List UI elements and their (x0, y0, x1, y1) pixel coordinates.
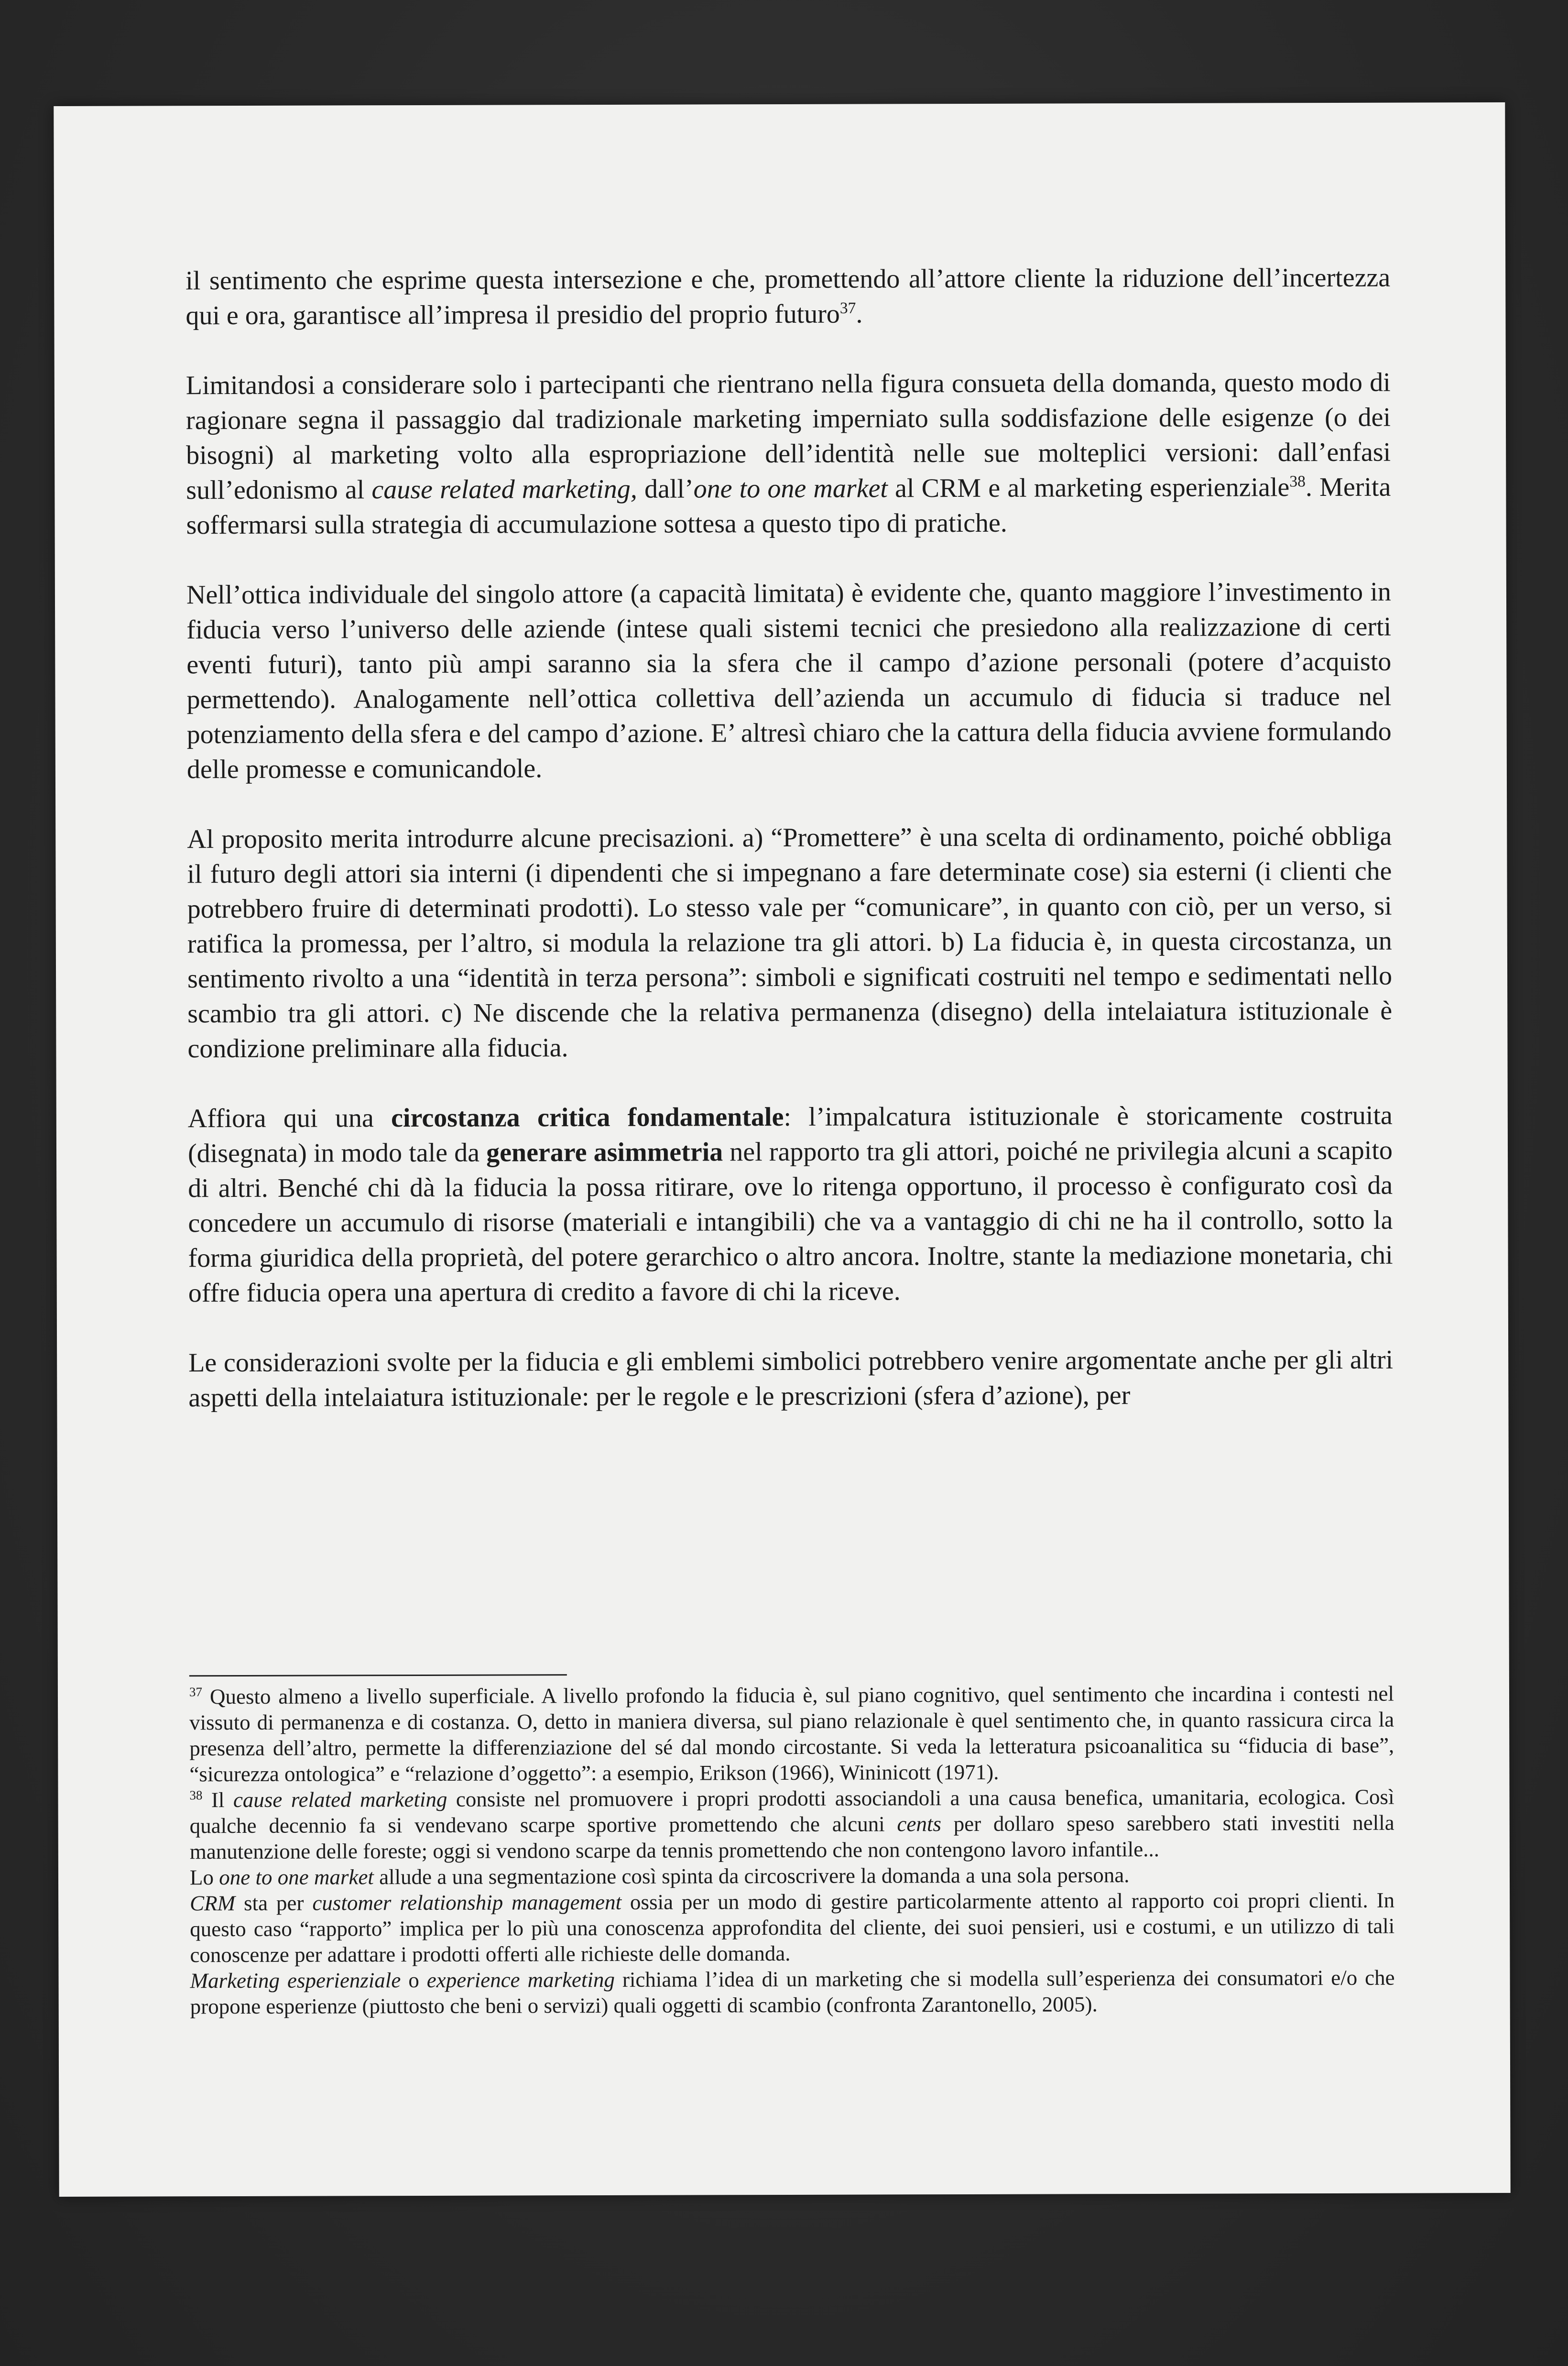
paragraph-4: Al proposito merita introdurre alcune precisazioni. a) “Promettere” è una scelta di ordinamento, poiché obbliga il futuro degli attori sia interni (i dipendenti che si impegnano a fare determinate cose) sia esterni (i clienti che potrebbero fruire di determinati prodotti). Lo stesso vale per “comunicare”, in quanto con ciò, per un verso, si ratifica la promessa, per l’altro, si modula la relazione tra gli attori. b) La fiducia è, in questa circostanza, un sentimento rivolto a una “identità in terza persona”: simboli e significati costruiti nel tempo e sedimentati nello scambio tra gli attori. c) Ne discende che la relativa permanenza (disegno) della intelaiatura istituzionale è condizione preliminare alla fiducia. (187, 821, 1393, 1064)
paragraph-5 (188, 1098, 1393, 1311)
bold-generare-asimmetria: generare asimmetria (486, 1137, 723, 1168)
footnote-37 (189, 1681, 1394, 1787)
bold-circostanza-critica: circostanza critica fondamentale (391, 1102, 784, 1133)
footnote-38-term-marketing-esperienziale: Marketing esperienziale (190, 1968, 401, 1993)
paragraph-3: Nell’ottica individuale del singolo attore (a capacità limitata) è evidente che, quanto maggiore l’investimento in fiducia verso l’universo delle aziende (intese quali sistemi tecnici che presiedono alla realizzazione di certi eventi futuri), tanto più ampi saranno sia la sfera che il campo d’azione personali (potere d’acquisto permettendo). Analogamente nell’ottica collettiva dell’azienda un accumulo di fiducia si traduce nel potenziamento della sfera e del campo d’azione. E’ altresì chiaro che la cattura della fiducia avviene formulando delle promesse e comunicandole. (186, 577, 1392, 785)
footnote-38-l3-text-b: ossia per un modo di gestire particolarmente attento al rapporto coi propri clienti. In questo caso “rapporto” implica per lo più una conoscenza approfondita del cliente, dei suoi pensieri, usi e costumi, e un utilizzo di tali conoscenze per adattare i prodotti offerti alle richieste delle domanda. (190, 1888, 1395, 1967)
footnote-38-l2-text-b: allude a una segmentazione così spinta da circoscrivere la domanda a una sola persona. (373, 1863, 1130, 1889)
paragraph-5-text-b: : l’impalcatura istituzionale è storicamente costruita (disegnata) in modo tale da (187, 1100, 1393, 1169)
footnote-38-text-a: Il (202, 1788, 233, 1812)
footnote-38-text-b: consiste nel promuovere i propri prodotti associandoli a una causa benefica, umanitaria, ecologica. Così qualche decennio fa si vendevano scarpe sportive promettendo che alcuni (189, 1785, 1394, 1838)
footnote-ref-37: 37 (839, 299, 856, 318)
paragraph-5-text-a: Affiora qui una (187, 1103, 392, 1134)
page-body (185, 261, 1393, 1416)
footnote-37-number: 37 (189, 1685, 203, 1699)
paragraph-2-text-b: dall’ (637, 474, 694, 504)
footnote-38-l2-text-a: Lo (189, 1865, 219, 1890)
paragraph-2-text-c: al CRM e al marketing esperienziale (887, 472, 1290, 504)
paragraph-6: Le considerazioni svolte per la fiducia e gli emblemi simbolici potrebbero venire argomentate anche per gli altri aspetti della intelaiatura istituzionale: per le regole e le prescrizioni (sfera d’azione), per (188, 1345, 1394, 1413)
footnote-38-term-crm: CRM (190, 1891, 236, 1916)
footnote-38-term-cents: cents (897, 1812, 942, 1836)
footnote-38-term-customer-relationship: customer relationship management (312, 1890, 622, 1915)
document-page (54, 102, 1510, 2197)
footnote-38-number: 38 (189, 1788, 203, 1803)
paragraph-1-text: il sentimento che esprime questa intersezione e che, promettendo all’attore cliente la riduzione dell’incertezza qui e ora, garantisce all’impresa il presidio del proprio futuro (185, 263, 1391, 331)
footnote-38-l4-text-a: o (401, 1968, 427, 1993)
footnote-37-text: Questo almeno a livello superficiale. A livello profondo la fiducia è, sul piano cognitivo, quel sentimento che incardina i contesti nel vissuto di permanenza e di costanza. O, detto in maniera diversa, sul piano relazionale è quel sentimento che, in quanto rassicura circa la presenza dell’altro, permette la differenziazione del sé dal mondo circostante. Si veda la letteratura psicoanalitica su “fiducia di base”, “sicurezza ontologica” e “relazione d’oggetto”: a esempio, Erikson (1966), Wininicott (1971). (189, 1681, 1394, 1786)
footnote-38-experience (190, 1965, 1394, 2020)
footnote-38-l4-text-b: richiama l’idea di un marketing che si modella sull’esperienza dei consumatori e/o che propone esperienze (piuttosto che beni o servizi) quali oggetti di scambio (confronta Zarantonello, 2005). (190, 1965, 1395, 2019)
footnote-38-crm (190, 1887, 1394, 1968)
footnote-ref-38: 38 (1289, 472, 1306, 491)
footnote-38-text-c: per dollaro speso sarebbero stati investiti nella manutenzione delle foreste; oggi si vendono scarpe da tennis promettendo che non contengono lavoro infantile... (189, 1810, 1394, 1864)
footnote-38-term-experience-marketing: experience marketing (426, 1967, 615, 1992)
paragraph-5-text-c: nel rapporto tra gli attori, poiché ne privilegia alcuni a scapito di altri. Benché chi dà la fiducia la possa ritirare, ove lo ritenga opportuno, il processo è configurato così da concedere un accumulo di risorse (materiali e intangibili) che va a vantaggio di chi ne ha il controllo, sotto la forma giuridica della proprietà, del potere gerarchico o altro ancora. Inoltre, stante la mediazione monetaria, chi offre fiducia opera una apertura di credito a favore di chi la riceve. (188, 1135, 1393, 1308)
footnote-38-one-to-one (190, 1862, 1394, 1891)
footnote-38 (189, 1784, 1394, 1865)
paragraph-1 (185, 261, 1390, 334)
term-one-to-one-market: one to one market (693, 473, 888, 504)
term-cause-related-marketing: cause related marketing, (371, 474, 637, 505)
paragraph-2-text-a: Limitandosi a considerare solo i partecipanti che rientrano nella figura consueta della domanda, questo modo di ragionare segna il passaggio dal tradizionale marketing imperniato sulla soddisfazione delle esigenze (o dei bisogni) al marketing volto alla espropriazione dell’identità nelle sue molteplici versioni: dall’enfasi sull’edonismo al (185, 367, 1391, 505)
footnotes (189, 1681, 1395, 2020)
footnote-separator (189, 1674, 567, 1676)
footnote-38-term-cause: cause related marketing (233, 1787, 447, 1812)
paragraph-2-text-d: . Merita soffermarsi sulla strategia di accumulazione sottesa a questo tipo di pratiche. (186, 472, 1391, 540)
paragraph-1-end: . (856, 299, 863, 329)
footnote-38-term-one-to-one: one to one market (219, 1865, 374, 1890)
paragraph-2 (186, 365, 1391, 543)
footnote-38-l3-text-a: sta per (235, 1891, 313, 1915)
